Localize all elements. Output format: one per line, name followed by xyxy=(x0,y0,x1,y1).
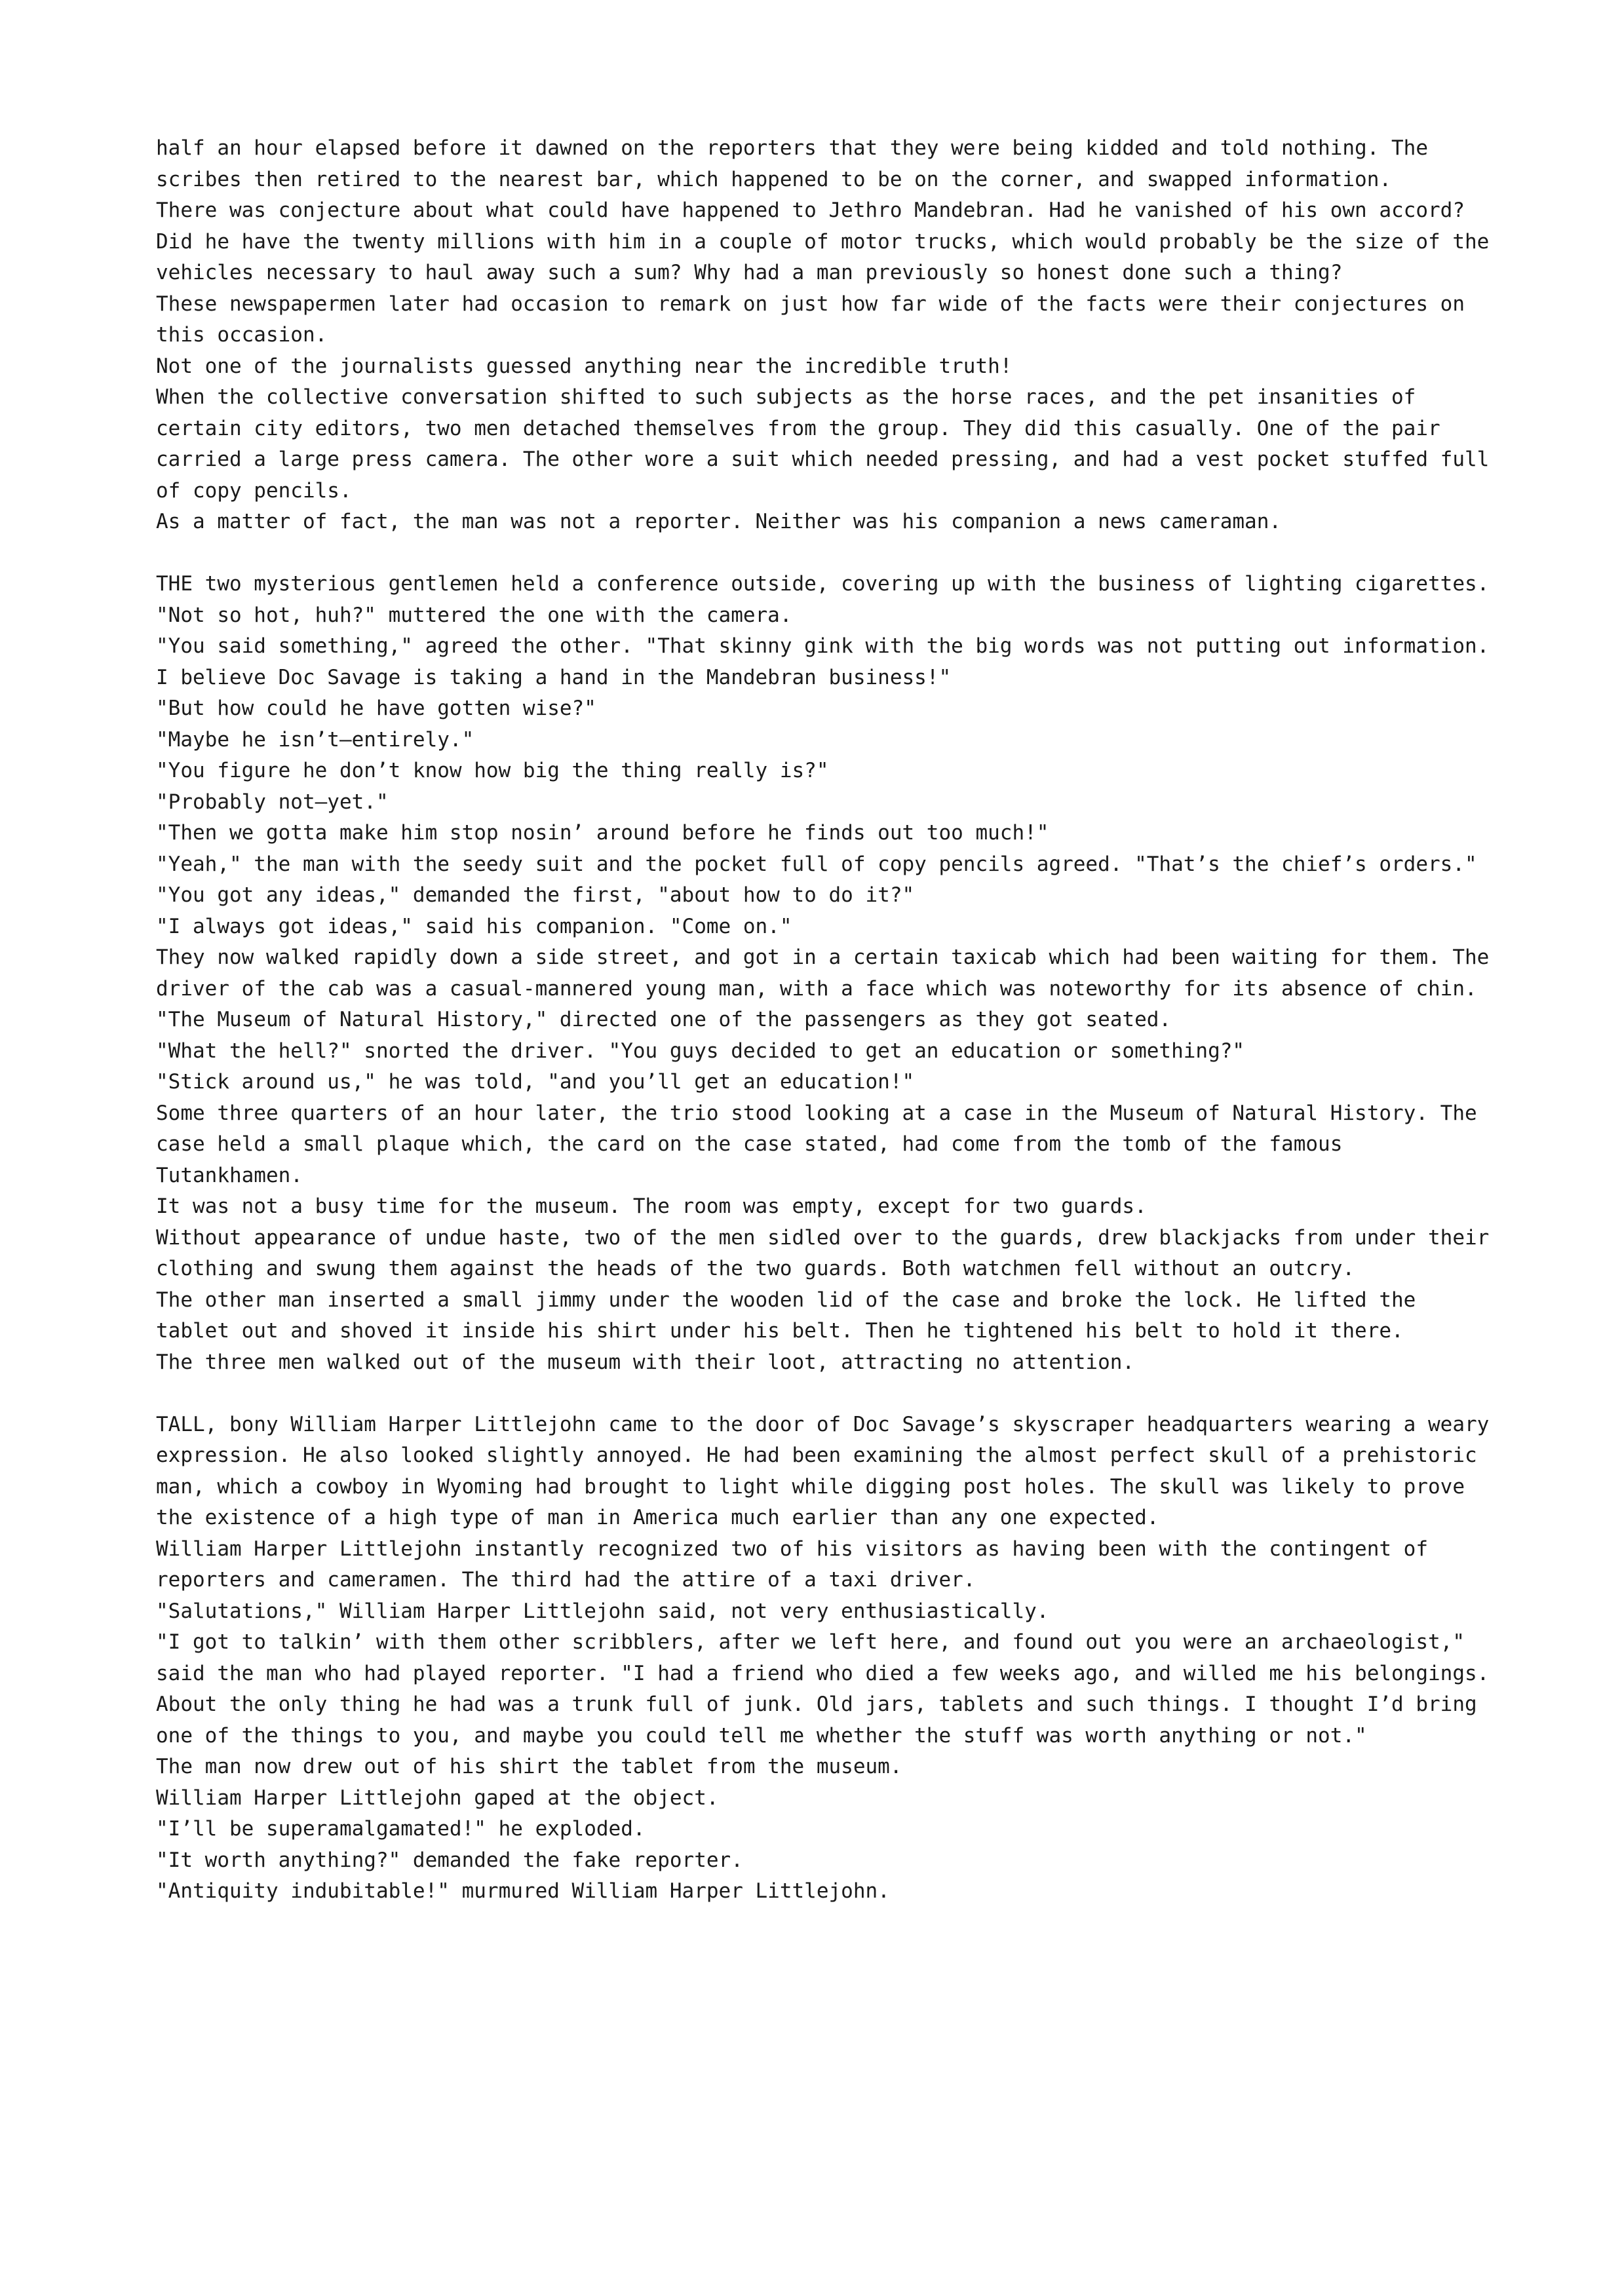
paragraph: "The Museum of Natural History," directed one of the passengers as they got seated. xyxy=(156,1008,1172,1031)
paragraph: "Antiquity indubitable!" murmured William Harper Littlejohn. xyxy=(156,1879,890,1903)
paragraph: "You got any ideas," demanded the first, "about how to do it?" xyxy=(156,883,915,907)
paragraph: "But how could he have gotten wise?" xyxy=(156,697,596,720)
paragraph: The other man inserted a small jimmy under the wooden lid of the case and broke the lock. He lifted the tablet out and shoved it inside his shirt under his belt. Then he tightened his belt to hold it there. xyxy=(156,1288,1416,1343)
section-break xyxy=(156,538,1493,569)
paragraph: half an hour elapsed before it dawned on the reporters that they were being kidded and told nothing. The scribes then retired to the nearest bar, which happened to be on the corner, and swapped information. xyxy=(156,136,1429,191)
paragraph: William Harper Littlejohn instantly recognized two of his visitors as having been with the contingent of reporters and cameramen. The third had the attire of a taxi driver. xyxy=(156,1537,1429,1592)
section-3 xyxy=(156,1409,1493,1907)
paragraph: "Then we gotta make him stop nosin’ around before he finds out too much!" xyxy=(156,821,1049,845)
paragraph: "Stick around us," he was told, "and you’ll get an education!" xyxy=(156,1070,915,1094)
paragraph: There was conjecture about what could have happened to Jethro Mandebran. Had he vanished of his own accord? Did he have the twenty millions with him in a couple of motor trucks, which would probably be the size of the vehicles necessary to haul away such a sum? Why had a man previously so honest done such a thing? xyxy=(156,199,1490,284)
document-page xyxy=(156,133,1493,1907)
paragraph: THE two mysterious gentlemen held a conference outside, covering up with the business of lighting cigarettes. xyxy=(156,572,1490,596)
section-2 xyxy=(156,569,1493,1378)
paragraph: "It worth anything?" demanded the fake reporter. xyxy=(156,1848,743,1872)
paragraph: "Probably not—yet." xyxy=(156,790,389,814)
paragraph: "You figure he don’t know how big the thing really is?" xyxy=(156,759,829,782)
paragraph: "Not so hot, huh?" muttered the one with the camera. xyxy=(156,603,792,627)
paragraph: The three men walked out of the museum with their loot, attracting no attention. xyxy=(156,1350,1135,1374)
paragraph: "I always got ideas," said his companion. "Come on." xyxy=(156,914,792,938)
paragraph: These newspapermen later had occasion to remark on just how far wide of the facts were their conjectures on this occasion. xyxy=(156,292,1465,347)
paragraph: "I’ll be superamalgamated!" he exploded. xyxy=(156,1817,646,1841)
paragraph: It was not a busy time for the museum. The room was empty, except for two guards. xyxy=(156,1195,1147,1218)
section-break xyxy=(156,1378,1493,1409)
paragraph: "I got to talkin’ with them other scribblers, after we left here, and found out you were an archaeologist," said the man who had played reporter. "I had a friend who died a few weeks ago, and willed me his belongings. About the only thing he had was a trunk full of junk. Old jars, tablets and such things. I thought I’d bring one of the things to you, and maybe you could tell me whether the stuff was worth anything or not." xyxy=(156,1630,1490,1748)
paragraph: "Yeah," the man with the seedy suit and the pocket full of copy pencils agreed. "That’s the chief’s orders." xyxy=(156,852,1477,876)
paragraph: The man now drew out of his shirt the tablet from the museum. xyxy=(156,1755,902,1778)
paragraph: Without appearance of undue haste, two of the men sidled over to the guards, drew blackjacks from under their clothing and swung them against the heads of the two guards. Both watchmen fell without an outcry. xyxy=(156,1225,1490,1280)
paragraph: They now walked rapidly down a side street, and got in a certain taxicab which had been waiting for them. The driver of the cab was a casual-mannered young man, with a face which was noteworthy for its absence of chin. xyxy=(156,946,1490,1001)
paragraph: "Salutations," William Harper Littlejohn said, not very enthusiastically. xyxy=(156,1599,1049,1623)
paragraph: "You said something," agreed the other. "That skinny gink with the big words was not putting out information. I believe Doc Savage is taking a hand in the Mandebran business!" xyxy=(156,634,1490,689)
paragraph: When the collective conversation shifted to such subjects as the horse races, and the pet insanities of certain city editors, two men detached themselves from the group. They did this casually. One of the pair carried a large press camera. The other wore a suit which needed pressing, and had a vest pocket stuffed full of copy pencils. xyxy=(156,385,1490,503)
paragraph: As a matter of fact, the man was not a reporter. Neither was his companion a news cameraman. xyxy=(156,510,1282,533)
paragraph: William Harper Littlejohn gaped at the object. xyxy=(156,1786,719,1810)
paragraph: "What the hell?" snorted the driver. "You guys decided to get an education or something?" xyxy=(156,1039,1245,1063)
paragraph: TALL, bony William Harper Littlejohn came to the door of Doc Savage’s skyscraper headquarters wearing a weary expression. He also looked slightly annoyed. He had been examining the almost perfect skull of a prehistoric man, which a cowboy in Wyoming had brought to light while digging post holes. The skull was likely to prove the existence of a high type of man in America much earlier than any one expected. xyxy=(156,1412,1490,1529)
paragraph: Not one of the journalists guessed anything near the incredible truth! xyxy=(156,354,1013,378)
section-1 xyxy=(156,133,1493,538)
paragraph: Some three quarters of an hour later, the trio stood looking at a case in the Museum of Natural History. The case held a small plaque which, the card on the case stated, had come from the tomb of the famous Tutankhamen. xyxy=(156,1101,1477,1187)
paragraph: "Maybe he isn’t—entirely." xyxy=(156,727,474,752)
